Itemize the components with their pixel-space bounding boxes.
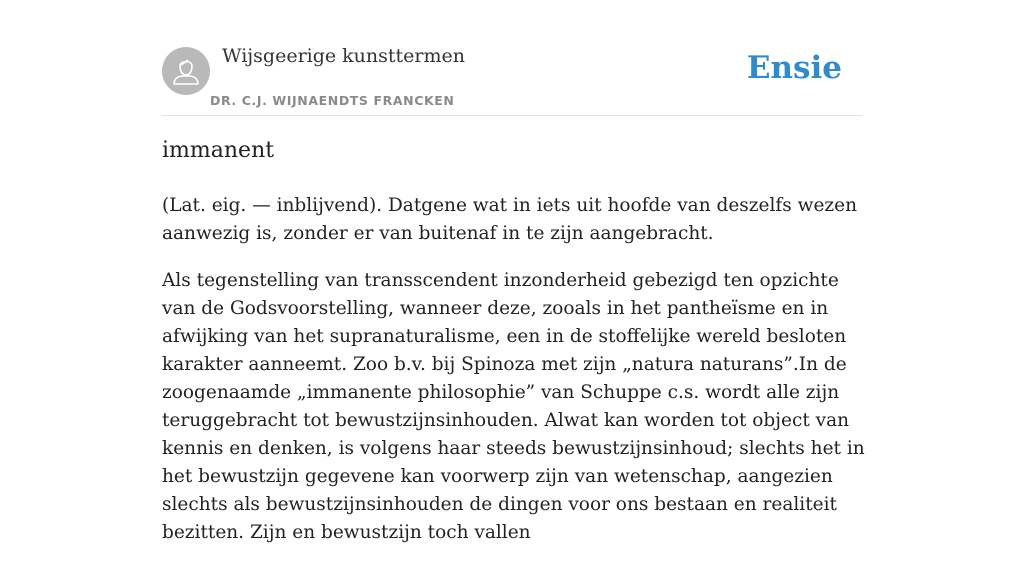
lemma-title: immanent bbox=[162, 138, 275, 163]
book-title[interactable]: Wijsgeerige kunsttermen bbox=[222, 45, 466, 67]
author-name[interactable]: DR. C.J. WIJNAENDTS FRANCKEN bbox=[210, 93, 455, 108]
article-paragraph: (Lat. eig. — inblijvend). Datgene wat in iets uit hoofde van deszelfs wezen aanwezig is, zonder er van buitenaf in te zijn aangebracht. bbox=[162, 195, 857, 244]
person-silhouette-icon bbox=[162, 47, 210, 95]
article-paragraph: Als tegenstelling van transscendent inzonderheid gebezigd ten opzichte van de Godsvoorstelling, wanneer deze, zooals in het pantheïsme en in afwijking van het supranaturalisme, een in de stoffelijke wereld besloten karakter aanneemt. Zoo b.v. bij Spinoza met zijn „natura naturans”.In de zoogenaamde „immanente philosophie” van Schuppe c.s. wordt alle zijn teruggebracht tot bewustzijnsinhouden. Alwat kan worden tot object van kennis en denken, is volgens haar steeds bewustzijnsinhoud; slechts het in het bewustzijn gegevene kan voorwerp zijn van wetenschap, aangezien slechts als bewustzijnsinhouden de dingen voor ons bestaan en realiteit bezitten. Zijn en bewustzijn toch vallen bbox=[162, 270, 865, 543]
article-body bbox=[162, 192, 866, 566]
author-avatar[interactable] bbox=[162, 47, 210, 95]
ensie-logo[interactable]: Ensie bbox=[746, 50, 842, 86]
header bbox=[162, 0, 862, 116]
